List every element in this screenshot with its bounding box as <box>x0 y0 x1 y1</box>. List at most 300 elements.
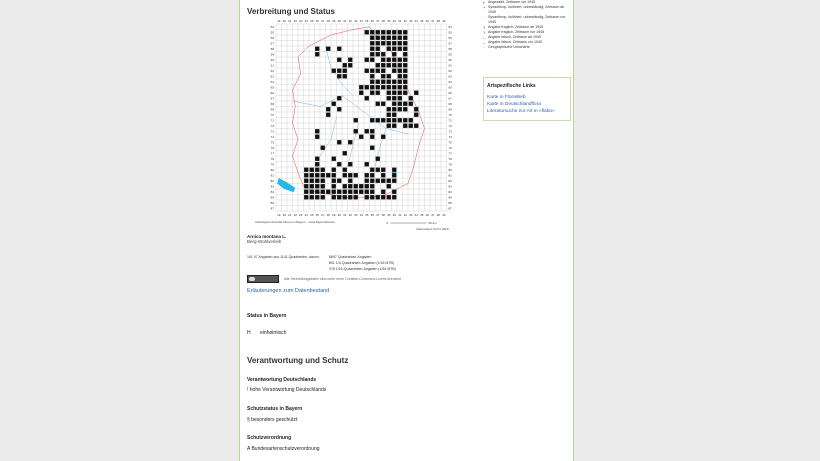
col-label-top: 34 <box>359 19 363 23</box>
row-label-right: 65 <box>448 85 452 90</box>
license-text: Alle Verbreitungsdaten sind unter einer Creative-Commons-Lizenz lizenziert <box>283 276 402 281</box>
row-label-left: 81 <box>270 173 274 178</box>
col-label-bottom: 48 <box>436 213 440 217</box>
occurrence-mark <box>321 173 325 177</box>
occurrence-mark <box>403 52 407 56</box>
occurrence-mark <box>381 36 385 40</box>
occurrence-mark <box>332 184 336 188</box>
occurrence-mark <box>376 168 380 172</box>
row-label-left: 76 <box>270 145 274 150</box>
responsibility-value: ! hohe Verantwortung Deutschlands <box>247 387 327 393</box>
occurrence-mark <box>370 190 374 194</box>
occurrence-mark <box>381 102 385 106</box>
status-heading: Status in Bayern <box>247 313 287 319</box>
links-title: Artspezifische Links <box>487 83 536 89</box>
row-label-left: 84 <box>270 189 274 194</box>
occurrence-mark <box>315 190 319 194</box>
occurrence-mark <box>343 184 347 188</box>
legend-text: Angabe fraglich, Zeitraum vor 1945 <box>488 30 545 34</box>
occurrence-mark <box>354 190 358 194</box>
occurrence-mark <box>376 157 380 161</box>
occurrence-mark <box>414 107 418 111</box>
occurrence-mark <box>387 36 391 40</box>
occurrence-mark <box>337 74 341 78</box>
row-label-right: 80 <box>448 167 452 172</box>
row-label-left: 55 <box>270 30 274 35</box>
occurrence-mark <box>387 184 391 188</box>
occurrence-mark <box>387 47 391 51</box>
row-label-right: 57 <box>448 41 452 46</box>
occurrence-mark <box>381 85 385 89</box>
occurrence-mark <box>392 52 396 56</box>
legend-symbol: + <box>483 5 486 10</box>
occurrence-mark <box>315 195 319 199</box>
legend-symbol: ▪ <box>483 0 485 5</box>
row-label-left: 70 <box>270 112 274 117</box>
common-name: Berg-Wohlverleih <box>247 239 282 244</box>
row-label-left: 66 <box>270 90 274 95</box>
row-label-right: 71 <box>448 118 452 123</box>
occurrence-mark <box>359 91 363 95</box>
responsibility-heading: Verantwortung Deutschlands <box>247 377 317 383</box>
legend-symbol: · <box>483 15 485 20</box>
occurrence-mark <box>326 113 330 117</box>
occurrence-mark <box>398 80 402 84</box>
col-label-top: 27 <box>321 19 325 23</box>
occurrence-mark <box>304 168 308 172</box>
occurrence-mark <box>337 69 341 73</box>
occurrence-mark <box>376 195 380 199</box>
occurrence-mark <box>304 190 308 194</box>
occurrence-mark <box>403 102 407 106</box>
row-label-left: 80 <box>270 167 274 172</box>
occurrence-mark <box>381 179 385 183</box>
count-sixteenth-quadrant: 376 1/16-Quadranten-Angaben (1/64 MTB) <box>329 267 396 271</box>
occurrence-mark <box>310 184 314 188</box>
row-label-right: 84 <box>448 189 452 194</box>
occurrence-mark <box>370 36 374 40</box>
occurrence-mark <box>365 96 369 100</box>
occurrence-mark <box>315 179 319 183</box>
legend-text: Angabe fraglich, Zeitraum ab 1945 <box>488 25 544 29</box>
occurrence-mark <box>365 129 369 133</box>
col-label-top: 25 <box>310 19 314 23</box>
occurrence-mark <box>332 190 336 194</box>
occurrence-mark <box>332 173 336 177</box>
occurrence-mark <box>376 80 380 84</box>
occurrence-mark <box>376 63 380 67</box>
row-label-right: 54 <box>448 24 452 29</box>
occurrence-mark <box>370 168 374 172</box>
row-label-left: 86 <box>270 200 274 205</box>
row-label-left: 79 <box>270 162 274 167</box>
col-label-bottom: 19 <box>277 213 281 217</box>
col-label-bottom: 36 <box>370 213 374 217</box>
occurrence-mark <box>398 63 402 67</box>
occurrence-mark <box>321 195 325 199</box>
occurrence-mark <box>365 162 369 166</box>
col-label-top: 24 <box>304 19 308 23</box>
occurrence-mark <box>343 74 347 78</box>
occurrence-mark <box>337 47 341 51</box>
occurrence-mark <box>381 173 385 177</box>
col-label-top: 28 <box>326 19 330 23</box>
row-label-right: 64 <box>448 79 452 84</box>
occurrence-mark <box>370 41 374 45</box>
occurrence-mark <box>414 113 418 117</box>
occurrence-mark <box>343 63 347 67</box>
occurrence-mark <box>392 102 396 106</box>
row-label-right: 82 <box>448 178 452 183</box>
occurrence-mark <box>315 184 319 188</box>
row-label-left: 59 <box>270 52 274 57</box>
legend-item <box>483 5 569 15</box>
occurrence-mark <box>370 129 374 133</box>
occurrence-mark <box>387 107 391 111</box>
distribution-map <box>247 15 475 233</box>
col-label-top: 41 <box>398 19 402 23</box>
occurrence-mark <box>398 118 402 122</box>
occurrence-mark <box>392 190 396 194</box>
occurrence-mark <box>337 58 341 62</box>
occurrence-mark <box>321 184 325 188</box>
row-label-left: 64 <box>270 79 274 84</box>
occurrence-mark <box>392 96 396 100</box>
col-label-top: 36 <box>370 19 374 23</box>
occurrence-mark <box>337 162 341 166</box>
occurrence-mark <box>354 184 358 188</box>
occurrence-mark <box>370 195 374 199</box>
occurrence-mark <box>348 184 352 188</box>
legend-symbol: ? <box>483 25 486 30</box>
occurrence-mark <box>337 107 341 111</box>
occurrence-mark <box>403 124 407 128</box>
row-label-right: 72 <box>448 123 452 128</box>
col-label-top: 35 <box>365 19 369 23</box>
col-label-bottom: 41 <box>398 213 402 217</box>
distribution-map-svg <box>247 15 475 233</box>
occurrence-mark <box>348 140 352 144</box>
occurrence-mark <box>392 85 396 89</box>
occurrence-mark <box>403 47 407 51</box>
col-label-top: 33 <box>354 19 358 23</box>
occurrence-mark <box>403 91 407 95</box>
occurrence-mark <box>381 135 385 139</box>
occurrence-mark <box>381 52 385 56</box>
col-label-bottom: 38 <box>381 213 385 217</box>
occurrence-mark <box>387 58 391 62</box>
row-label-left: 73 <box>270 129 274 134</box>
col-label-bottom: 24 <box>304 213 308 217</box>
occurrence-mark <box>348 63 352 67</box>
occurrence-mark <box>398 96 402 100</box>
legend-text: Geographische Unschärfe <box>488 45 530 49</box>
occurrence-mark <box>310 195 314 199</box>
occurrence-mark <box>392 80 396 84</box>
occurrence-mark <box>398 74 402 78</box>
occurrence-mark <box>370 184 374 188</box>
occurrence-mark <box>343 190 347 194</box>
row-label-left: 63 <box>270 74 274 79</box>
link-literature[interactable]: Literatursuche zur Art in «flabo» <box>487 109 555 114</box>
occurrence-mark <box>381 195 385 199</box>
row-label-right: 56 <box>448 35 452 40</box>
legend-text: Synanthrop, kultiviert, unbeständig, Zeitraum vor 1945 <box>488 15 566 24</box>
row-label-right: 78 <box>448 156 452 161</box>
col-label-top: 46 <box>425 19 429 23</box>
col-label-top: 32 <box>348 19 352 23</box>
occurrence-mark <box>381 190 385 194</box>
occurrence-mark <box>392 30 396 34</box>
legend-text: Angabe falsch, Zeitraum vor 1945 <box>488 40 542 44</box>
occurrence-mark <box>370 58 374 62</box>
occurrence-mark <box>398 41 402 45</box>
occurrence-mark <box>365 195 369 199</box>
occurrence-mark <box>354 129 358 133</box>
col-label-top: 40 <box>392 19 396 23</box>
occurrence-mark <box>403 118 407 122</box>
occurrence-mark <box>337 190 341 194</box>
occurrence-mark <box>332 102 336 106</box>
occurrence-mark <box>403 107 407 111</box>
occurrence-mark <box>348 190 352 194</box>
col-label-top: 47 <box>431 19 435 23</box>
occurrence-mark <box>315 162 319 166</box>
col-label-bottom: 27 <box>321 213 325 217</box>
counts-summary: 161 97 Angaben aus 1141 Quadranten, davon: <box>247 255 320 259</box>
occurrence-mark <box>354 118 358 122</box>
col-label-top: 49 <box>442 19 446 23</box>
status-code: H <box>247 330 251 336</box>
col-label-top: 26 <box>315 19 319 23</box>
row-label-right: 74 <box>448 134 452 139</box>
status-value: einheimisch <box>260 330 287 336</box>
occurrence-mark <box>332 157 336 161</box>
occurrence-mark <box>376 36 380 40</box>
legend-symbol: · <box>483 45 485 50</box>
occurrence-mark <box>348 58 352 62</box>
occurrence-mark <box>337 195 341 199</box>
occurrence-mark <box>370 118 374 122</box>
col-label-bottom: 34 <box>359 213 363 217</box>
occurrence-mark <box>392 58 396 62</box>
occurrence-mark <box>409 96 413 100</box>
occurrence-mark <box>343 69 347 73</box>
occurrence-mark <box>376 85 380 89</box>
row-label-right: 69 <box>448 107 452 112</box>
occurrence-mark <box>315 129 319 133</box>
col-label-top: 37 <box>376 19 380 23</box>
row-label-right: 58 <box>448 46 452 51</box>
row-label-right: 62 <box>448 68 452 73</box>
occurrence-mark <box>387 118 391 122</box>
occurrence-mark <box>392 41 396 45</box>
occurrence-mark <box>310 190 314 194</box>
legend-item <box>483 15 569 25</box>
occurrence-mark <box>381 74 385 78</box>
row-label-right: 61 <box>448 63 452 68</box>
occurrence-mark <box>403 58 407 62</box>
col-label-bottom: 46 <box>425 213 429 217</box>
row-label-left: 57 <box>270 41 274 46</box>
occurrence-mark <box>332 69 336 73</box>
species-links-box <box>483 77 571 121</box>
row-label-left: 82 <box>270 178 274 183</box>
ordinance-value: A Bundesartenschutzverordnung <box>247 446 320 452</box>
row-label-right: 55 <box>448 30 452 35</box>
row-label-right: 66 <box>448 90 452 95</box>
row-label-right: 68 <box>448 101 452 106</box>
scale-start: 0 <box>386 221 389 225</box>
col-label-top: 23 <box>299 19 303 23</box>
occurrence-mark <box>365 58 369 62</box>
col-label-top: 39 <box>387 19 391 23</box>
col-label-bottom: 47 <box>431 213 435 217</box>
legend-symbol: – <box>483 35 486 40</box>
col-label-bottom: 22 <box>293 213 297 217</box>
row-label-right: 79 <box>448 162 452 167</box>
occurrence-mark <box>359 190 363 194</box>
occurrence-mark <box>403 63 407 67</box>
row-label-right: 86 <box>448 200 452 205</box>
occurrence-mark <box>381 168 385 172</box>
occurrence-mark <box>370 52 374 56</box>
occurrence-mark <box>370 173 374 177</box>
occurrence-mark <box>392 107 396 111</box>
link-floraweb[interactable]: Karte in FloraWeb <box>487 95 526 100</box>
occurrence-mark <box>387 30 391 34</box>
row-label-left: 54 <box>270 24 274 29</box>
occurrence-mark <box>387 195 391 199</box>
occurrence-mark <box>343 151 347 155</box>
occurrence-mark <box>392 179 396 183</box>
legend-item <box>483 45 569 50</box>
section-title-responsibility: Verantwortung und Schutz <box>247 356 349 365</box>
occurrence-mark <box>381 58 385 62</box>
occurrence-mark <box>304 173 308 177</box>
col-label-bottom: 21 <box>288 213 292 217</box>
occurrence-mark <box>398 30 402 34</box>
occurrence-mark <box>310 168 314 172</box>
row-label-left: 74 <box>270 134 274 139</box>
explanations-link[interactable]: Erläuterungen zum Datenbestand <box>247 288 330 294</box>
col-label-bottom: 26 <box>315 213 319 217</box>
col-label-top: 45 <box>420 19 424 23</box>
occurrence-mark <box>343 168 347 172</box>
occurrence-mark <box>315 168 319 172</box>
occurrence-mark <box>365 184 369 188</box>
occurrence-mark <box>332 179 336 183</box>
protection-value: § besonders geschützt <box>247 417 298 423</box>
occurrence-mark <box>403 74 407 78</box>
occurrence-mark <box>370 74 374 78</box>
col-label-bottom: 23 <box>299 213 303 217</box>
row-label-right: 67 <box>448 96 452 101</box>
occurrence-mark <box>376 179 380 183</box>
occurrence-mark <box>332 195 336 199</box>
occurrence-mark <box>381 30 385 34</box>
occurrence-mark <box>348 162 352 166</box>
row-label-left: 69 <box>270 107 274 112</box>
counts-breakdown <box>329 254 469 272</box>
col-label-bottom: 39 <box>387 213 391 217</box>
occurrence-mark <box>337 96 341 100</box>
occurrence-mark <box>370 146 374 150</box>
row-label-left: 67 <box>270 96 274 101</box>
row-label-right: 59 <box>448 52 452 57</box>
occurrence-mark <box>381 41 385 45</box>
occurrence-mark <box>376 41 380 45</box>
col-label-top: 19 <box>277 19 281 23</box>
occurrence-mark <box>315 47 319 51</box>
occurrence-mark <box>348 179 352 183</box>
species-name: Arnica montana L. <box>247 234 287 239</box>
col-label-bottom: 45 <box>420 213 424 217</box>
row-label-left: 71 <box>270 118 274 123</box>
occurrence-mark <box>370 30 374 34</box>
col-label-top: 38 <box>381 19 385 23</box>
row-label-left: 58 <box>270 46 274 51</box>
occurrence-mark <box>403 30 407 34</box>
row-label-left: 72 <box>270 123 274 128</box>
col-label-bottom: 37 <box>376 213 380 217</box>
col-label-top: 31 <box>343 19 347 23</box>
row-label-right: 70 <box>448 112 452 117</box>
occurrence-mark <box>321 146 325 150</box>
occurrence-mark <box>403 41 407 45</box>
occurrence-mark <box>398 69 402 73</box>
row-label-left: 77 <box>270 151 274 156</box>
occurrence-mark <box>381 69 385 73</box>
occurrence-mark <box>392 63 396 67</box>
occurrence-mark <box>387 124 391 128</box>
occurrence-mark <box>370 80 374 84</box>
occurrence-mark <box>398 91 402 95</box>
occurrence-mark <box>387 41 391 45</box>
row-label-left: 85 <box>270 195 274 200</box>
occurrence-mark <box>326 173 330 177</box>
date-stamp: Datenstand: 02.07.2020 <box>416 227 449 231</box>
ordinance-heading: Schutzverordnung <box>247 435 292 441</box>
occurrence-mark <box>337 179 341 183</box>
occurrence-mark <box>392 118 396 122</box>
status-row <box>247 330 286 336</box>
occurrence-mark <box>376 47 380 51</box>
link-deutschlandflora[interactable]: Karte in Deutschlandflora <box>487 102 541 107</box>
row-label-left: 65 <box>270 85 274 90</box>
cc-license-badge[interactable] <box>247 275 279 283</box>
occurrence-mark <box>365 179 369 183</box>
row-label-right: 73 <box>448 129 452 134</box>
occurrence-mark <box>381 118 385 122</box>
count-quarter-quadrant: 801 1/4-Quadranten-Angaben (1/16 MTB) <box>329 261 394 265</box>
occurrence-mark <box>315 135 319 139</box>
map-legend <box>483 0 569 50</box>
occurrence-mark <box>403 69 407 73</box>
row-label-right: 77 <box>448 151 452 156</box>
occurrence-mark <box>365 69 369 73</box>
col-label-bottom: 33 <box>354 213 358 217</box>
occurrence-mark <box>392 195 396 199</box>
occurrence-mark <box>315 157 319 161</box>
occurrence-mark <box>414 91 418 95</box>
occurrence-mark <box>348 195 352 199</box>
col-label-top: 42 <box>403 19 407 23</box>
row-label-left: 56 <box>270 35 274 40</box>
occurrence-mark <box>376 69 380 73</box>
occurrence-mark <box>398 102 402 106</box>
occurrence-mark <box>387 80 391 84</box>
